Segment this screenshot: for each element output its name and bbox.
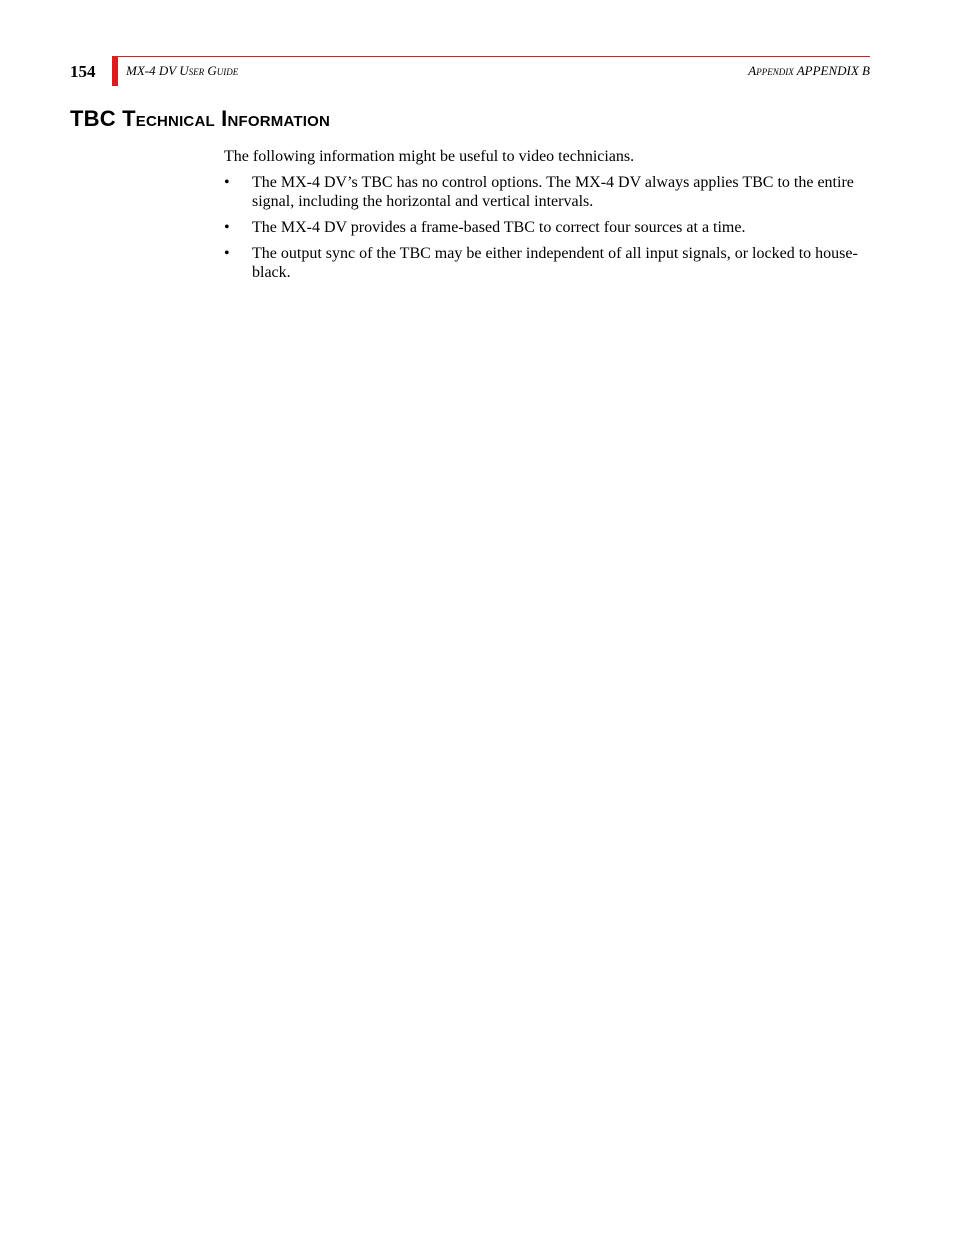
page-number: 154	[70, 62, 96, 81]
list-item-text: The output sync of the TBC may be either independent of all input signals, or locked to house-black.	[252, 245, 858, 281]
section-title: TBC Technical Information	[70, 106, 331, 131]
section-body	[224, 147, 870, 289]
intro-paragraph: The following information might be useful to video technicians.	[224, 148, 635, 165]
running-head-right: Appendix APPENDIX B	[748, 63, 870, 78]
bullet-list	[224, 173, 870, 282]
list-item	[224, 218, 870, 237]
bullet-mark: •	[224, 245, 230, 262]
header-rule	[118, 56, 870, 57]
bullet-mark: •	[224, 219, 230, 236]
running-head-left: MX-4 DV User Guide	[126, 63, 239, 78]
header-accent-bar	[112, 56, 118, 86]
list-item-text: The MX-4 DV’s TBC has no control options. The MX-4 DV always applies TBC to the entire signal, including the horizontal and vertical intervals.	[252, 174, 854, 210]
list-item	[224, 173, 870, 211]
list-item-text: The MX-4 DV provides a frame-based TBC to correct four sources at a time.	[252, 219, 746, 236]
bullet-mark: •	[224, 174, 230, 191]
list-item	[224, 244, 870, 282]
